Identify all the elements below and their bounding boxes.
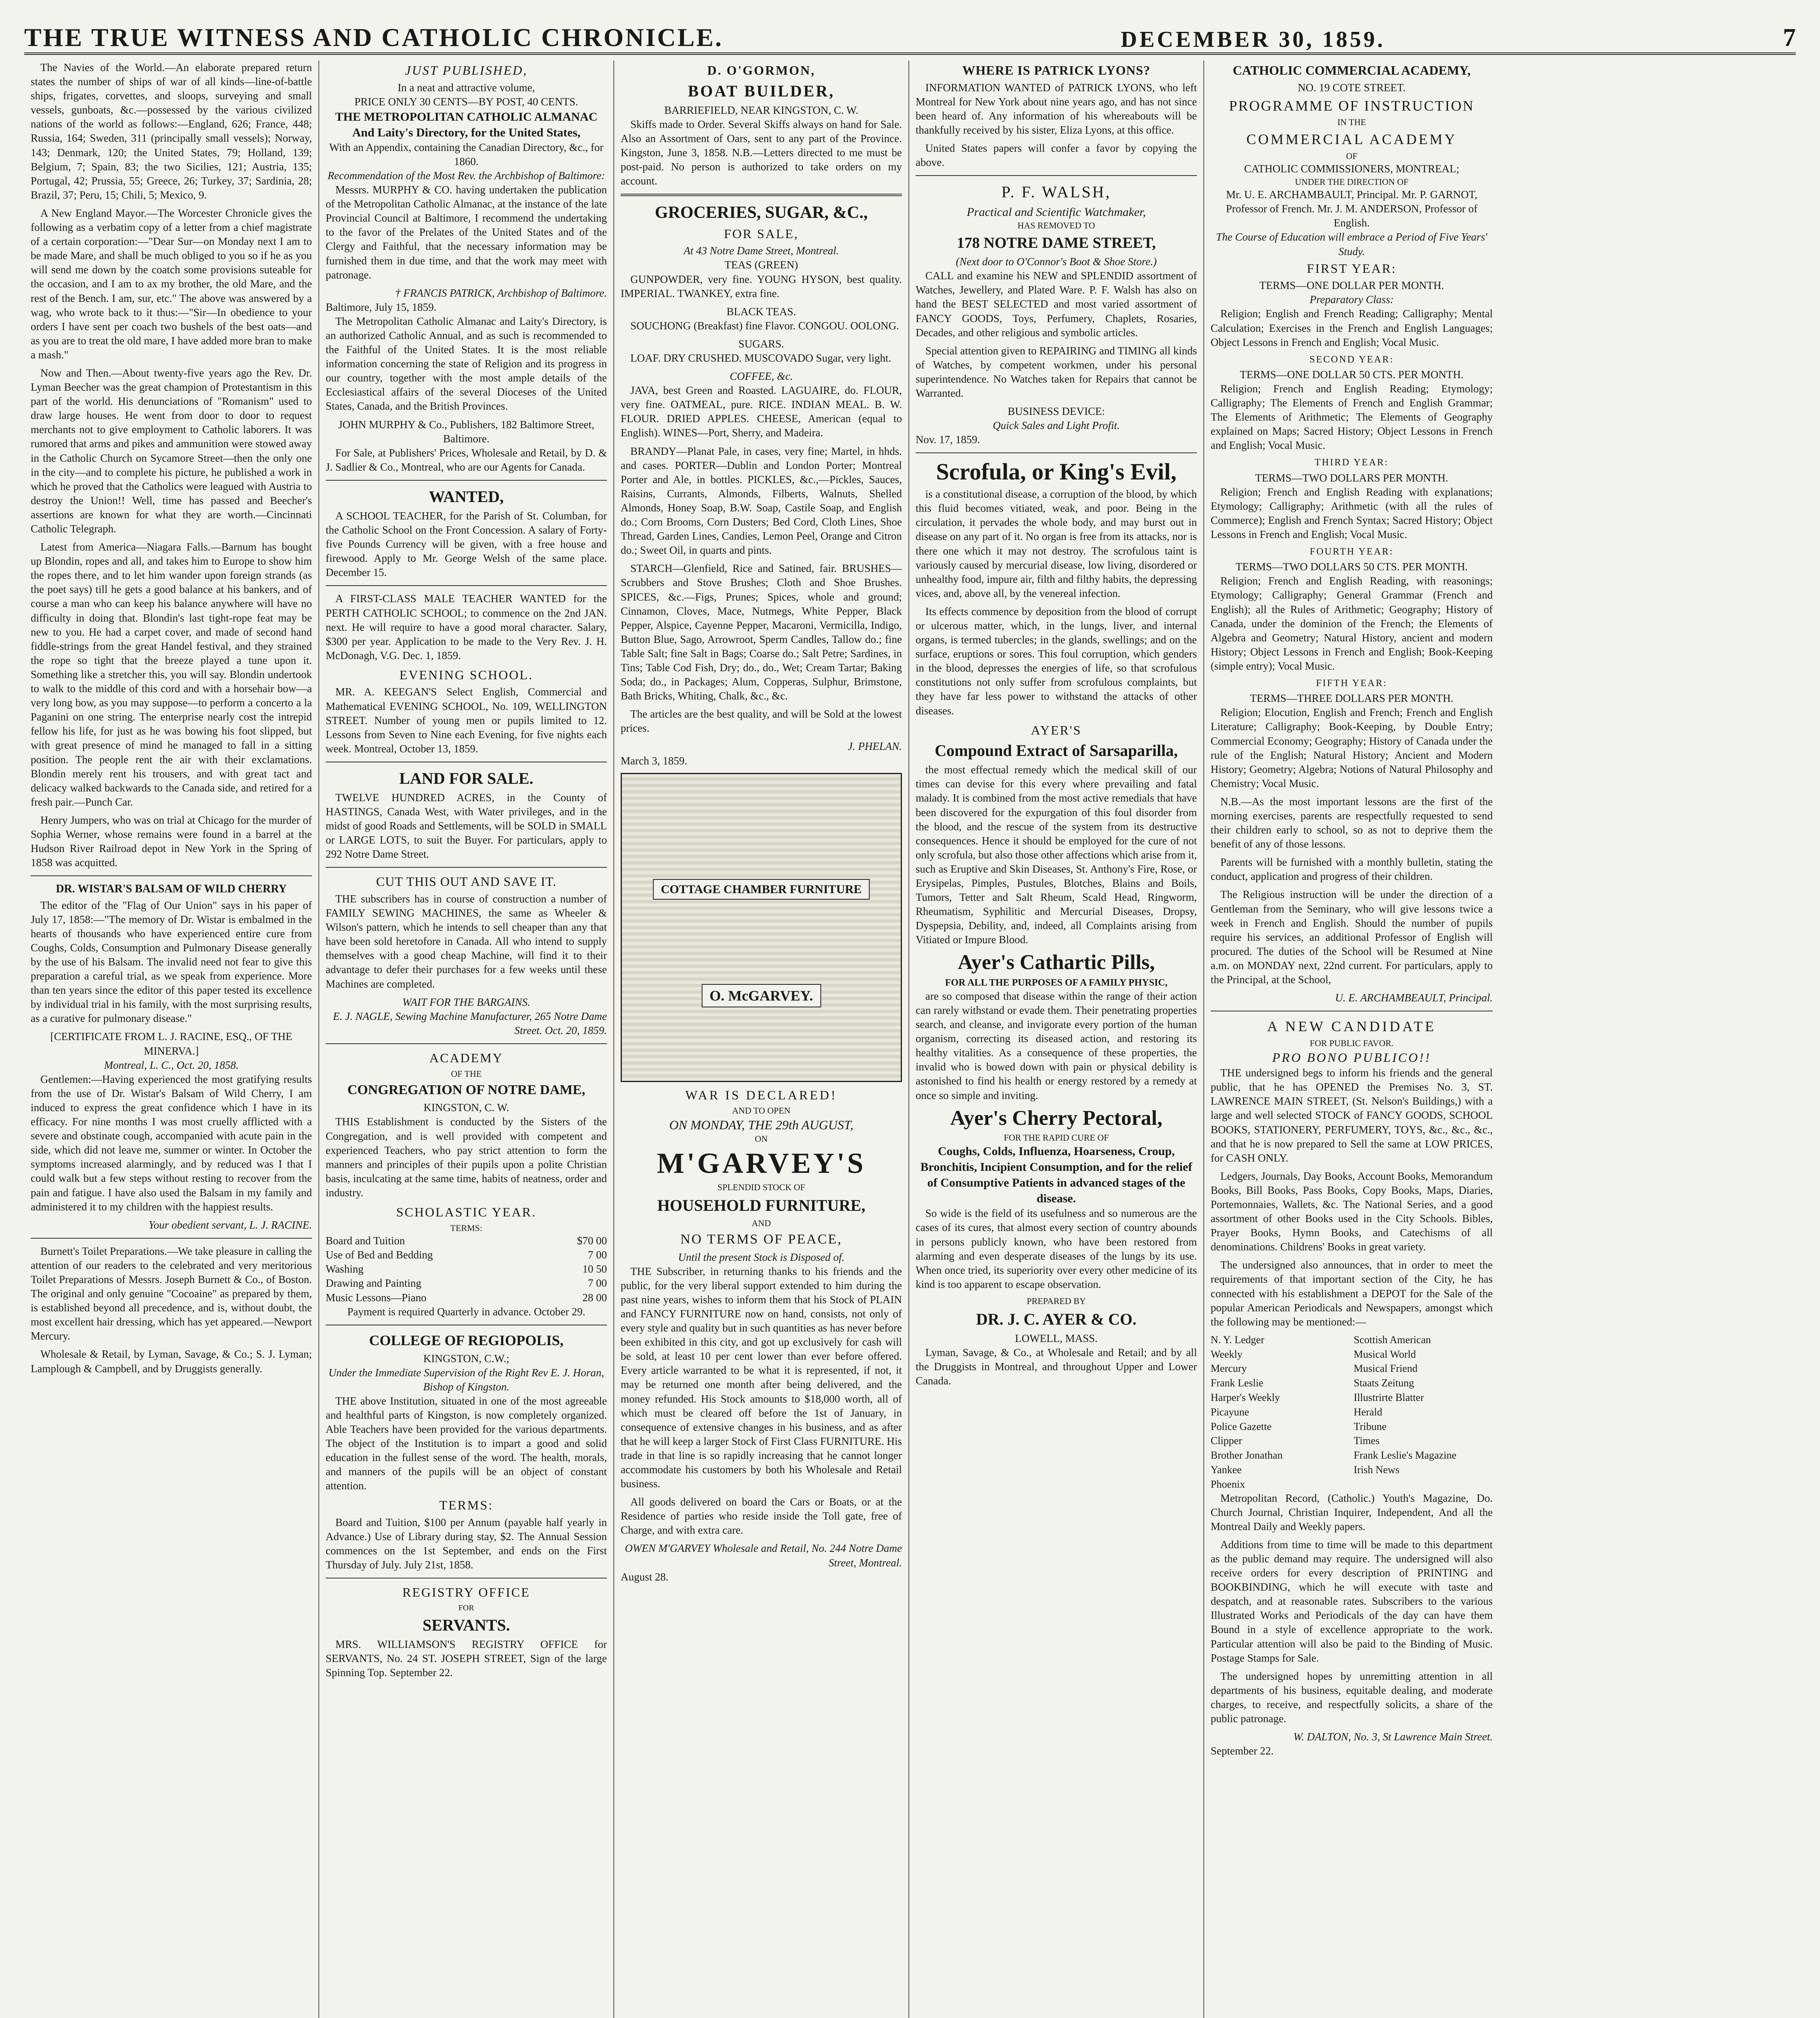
registry-text: MRS. WILLIAMSON'S REGISTRY OFFICE for SERVANTS, No. 24 ST. JOSEPH STREET, Sign of the large Spinning Top. September 22. bbox=[326, 1638, 607, 1679]
list-item: Frank Leslie bbox=[1211, 1377, 1264, 1389]
phelan-signature: J. PHELAN. bbox=[847, 740, 902, 753]
monday-date: ON MONDAY, THE 29th AUGUST, bbox=[669, 1117, 854, 1132]
lyons-heading: WHERE IS PATRICK LYONS? bbox=[962, 63, 1151, 77]
lyons-note: United States papers will confer a favor by copying the above. bbox=[916, 142, 1197, 169]
college-heading: COLLEGE OF REGIOPOLIS, bbox=[369, 1332, 564, 1348]
on-label: ON bbox=[755, 1134, 768, 1144]
ayers-label: AYER'S bbox=[1031, 722, 1082, 737]
list-item: Musical Friend bbox=[1353, 1363, 1418, 1375]
list-item: Police Gazette bbox=[1211, 1420, 1272, 1432]
list-item: Staats Zeitung bbox=[1353, 1377, 1414, 1389]
college-place: KINGSTON, C.W.; bbox=[423, 1352, 510, 1365]
list-item: Herald bbox=[1353, 1406, 1383, 1418]
divider bbox=[326, 867, 607, 868]
masthead bbox=[24, 16, 1796, 55]
list-item bbox=[1354, 1478, 1493, 1491]
certificate-signature: Your obedient servant, L. J. RACINE. bbox=[149, 1218, 312, 1231]
mcgarvey-text-2: All goods delivered on board the Cars or Boats, or at the Residence of parties who reside inside the Toll gate, free of Charge, and with extra care. bbox=[621, 1496, 902, 1537]
cherry-for: FOR THE RAPID CURE OF bbox=[1004, 1132, 1109, 1143]
neat-volume: In a neat and attractive volume, bbox=[397, 81, 535, 94]
of-label: OF bbox=[1346, 151, 1358, 161]
business-device: BUSINESS DEVICE: bbox=[1008, 405, 1105, 418]
mcgarvey-sign: O. McGARVEY. bbox=[701, 984, 821, 1008]
pills-text: are so composed that disease within the range of their action can rarely withstand or evade them. Their penetrating properties search, and cleanse, and invigorate every portion of the human organism, correcting its diseased action, and restoring its healthy vitalities. As a consequence of these properties, the invalid who is bowed down with pain or physical debility is astonished to find his health or energy restored by a remedy at once so simple and inviting. bbox=[916, 990, 1197, 1101]
first-year: FIRST YEAR: bbox=[1307, 261, 1397, 276]
third-year: THIRD YEAR: bbox=[1314, 457, 1389, 468]
walsh-address: 178 NOTRE DAME STREET, bbox=[956, 234, 1156, 251]
pills-subtitle: FOR ALL THE PURPOSES OF A FAMILY PHYSIC, bbox=[945, 977, 1168, 988]
list-item: Phoenix bbox=[1211, 1478, 1245, 1490]
publisher-signature: JOHN MURPHY & Co., Publishers, 182 Baltimore Street, Baltimore. bbox=[338, 418, 594, 445]
certificate-date: Montreal, L. C., Oct. 20, 1858. bbox=[104, 1059, 239, 1071]
scrofula-text: is a constitutional disease, a corruption of the blood, by which this fluid becomes vitiated, weak, and poor. Being in the circulation, it pervades the whole body, and may burst out in disease on any part of it. No organ is free from its attacks, nor is there one which it may not destroy. The scrofulous taint is variously caused by mercurial disease, low living, disordered or unhealthy food, impure air, filth and filthy habits, the depressing vices, and, above all, by the venereal infection. bbox=[916, 488, 1197, 599]
list-item: Scottish American bbox=[1353, 1333, 1431, 1346]
pills-heading: Ayer's Cathartic Pills, bbox=[958, 951, 1155, 974]
land-heading: LAND FOR SALE. bbox=[399, 769, 533, 787]
scholastic-year: SCHOLASTIC YEAR. bbox=[396, 1204, 537, 1219]
furniture-store-engraving bbox=[621, 773, 902, 1082]
terms-label: TERMS: bbox=[450, 1223, 483, 1233]
article-jumpers: Henry Jumpers, who was on trial at Chicago for the murder of Sophia Werner, whose remains were found in a barrel at the Hudson River Railroad depot in New York in the Spring of 1858 was acquitted. bbox=[31, 814, 312, 869]
divider bbox=[31, 875, 312, 876]
walsh-text: CALL and examine his NEW and SPLENDID assortment of Watches, Jewellery, and Plated Ware. P. F. Walsh has also on hand the BEST SELECTED and most varied assortment of FANCY GOODS, Toys, Perfumery, Chaplets, Rosaries, Decades, and other religious and symbolic articles. bbox=[916, 270, 1197, 339]
price-line: PRICE ONLY 30 CENTS—BY POST, 40 CENTS. bbox=[354, 95, 578, 108]
dalton-signature: W. DALTON, No. 3, St Lawrence Main Street. bbox=[1293, 1731, 1493, 1743]
wistar-heading: DR. WISTAR'S BALSAM OF WILD CHERRY bbox=[56, 883, 287, 896]
dalton-date: September 22. bbox=[1211, 1745, 1274, 1757]
quick-sales: Quick Sales and Light Profit. bbox=[993, 419, 1120, 432]
mcgarvey-text: THE Subscriber, in returning thanks to his friends and the public, for the very liberal support extended to him during the past nine years, wishes to inform them that his Stock of PLAIN and FANCY FURNITURE now on hand, consists, not only of every style and quality but in such quantities as has never before been exhibited in this city, and got up exclusively for cash will be sold, at least 10 per cent lower than ever before offered. Every article warranted to be what it is represented, if not, it may be returned one month after being delivered, and the money refunded. His Stock amounts to $18,000 worth, all of which must be cleared off before the 1st of January, in consequence of extensive changes in his business, and as after that he will keep a larger Stock of First Class FURNITURE. His trade in that line is so rapidly increasing that he cannot longer accommodate his customers by both his Wholesale and Retail business. bbox=[621, 1265, 902, 1490]
fee-row: Board and Tuition $70 00 bbox=[326, 1235, 607, 1247]
brandy-text: BRANDY—Planat Pale, in cases, very fine; Martel, in hhds. and cases. PORTER—Dublin and London Porter; Montreal Porter and Ale, in bottles. PICKLES, &c.,—Pickles, Sauces, Raisins, Currants, Almonds, Filberts, Walnuts, Shelled Almonds, Honey Soap, B.W. Soap, Castile Soap, and English do.; Corn Brooms, Corn Dusters; Bed Cord, Cloth Lines, Shoe Thread, Garden Lines, Candies, Lemon Peel, Orange and Citron do.; Sweet Oil, in quarts and pints. bbox=[621, 445, 902, 557]
sugars: SUGARS. bbox=[738, 337, 784, 350]
household-furniture: HOUSEHOLD FURNITURE, bbox=[657, 1196, 866, 1214]
masthead-title: THE TRUE WITNESS AND CATHOLIC CHRONICLE. bbox=[24, 23, 723, 52]
page-number: 7 bbox=[1783, 23, 1796, 52]
third-year-text: Religion; French and English Reading with explanations; Etymology; Calligraphy; Arithmetic (with all the rules of Commerce); English and French Syntax; Sacred History; Object Lessons in French and English; Vocal Music. bbox=[1211, 486, 1493, 540]
list-item: Mercury bbox=[1211, 1363, 1247, 1375]
course-period: The Course of Education will embrace a Period of Five Years' Study. bbox=[1216, 231, 1487, 257]
third-terms: TERMS—TWO DOLLARS PER MONTH. bbox=[1255, 471, 1448, 484]
candidate-heading: A NEW CANDIDATE bbox=[1267, 1018, 1437, 1035]
fees-note: Payment is required Quarterly in advance. October 29. bbox=[347, 1305, 586, 1318]
lowell: LOWELL, MASS. bbox=[1015, 1332, 1098, 1344]
archbishop-date: Baltimore, July 15, 1859. bbox=[326, 301, 437, 313]
masthead-date: DECEMBER 30, 1859. bbox=[1121, 27, 1385, 52]
mcgarvey-heading: M'GARVEY'S bbox=[657, 1147, 866, 1179]
second-terms: TERMS—ONE DOLLAR 50 CTS. PER MONTH. bbox=[1240, 368, 1464, 381]
column-3 bbox=[614, 61, 909, 2018]
lyons-text: INFORMATION WANTED of PATRICK LYONS, who left Montreal for New York about nine years ago, and has not since been heard of. Any information of his whereabouts will be thankfully received by his sister, Eliza Lyons, at this office. bbox=[916, 81, 1197, 136]
and-label: AND bbox=[751, 1218, 771, 1228]
for-sale: FOR SALE, bbox=[724, 226, 799, 241]
commercial-academy: COMMERCIAL ACADEMY bbox=[1246, 131, 1457, 148]
fee-row: Drawing and Painting 7 00 bbox=[326, 1277, 607, 1290]
fee-row: Music Lessons—Piano 28 00 bbox=[326, 1291, 607, 1304]
programme: PROGRAMME OF INSTRUCTION bbox=[1229, 97, 1475, 114]
walsh-name: P. F. WALSH, bbox=[1001, 183, 1111, 201]
list-item: Weekly bbox=[1211, 1348, 1243, 1360]
fees-table bbox=[326, 1234, 607, 1304]
academy-of: OF THE bbox=[451, 1068, 482, 1079]
cote-street: NO. 19 COTE STREET. bbox=[1297, 81, 1406, 94]
certificate-text: Gentlemen:—Having experienced the most gratifying results from the use of Dr. Wistar's Balsam of Wild Cherry, I am induced to express the great confidence which I have in its efficacy. For nine months I was most cruelly afflicted with a severe and obstinate cough, accompanied with acute pain in the side, which did not leave me, summer or winter. In October the symptoms increased alarmingly, and by reduced was I that I could walk but a few steps without resting to recover from the pain and fatigue. I have also used the Balsam in my family and administered it to my children with the happiest results. bbox=[31, 1073, 312, 1213]
column-1 bbox=[24, 61, 319, 2018]
land-text: TWELVE HUNDRED ACRES, in the County of HASTINGS, Canada West, with Water privileges, and in the midst of good Roads and Settlements, will be SOLD in SMALL or LARGE LOTS, to suit the Buyer. For particulars, apply to 292 Notre Dame Street. bbox=[326, 791, 607, 860]
nb-text: N.B.—As the most important lessons are the first of the morning exercises, parents are respectfully requested to send their children early to school, so as not to deprive them the benefit of any of those lessons. bbox=[1211, 795, 1493, 850]
article-navies: The Navies of the World.—An elaborate prepared return states the number of ships of war of all kinds—line-of-battle ships, frigates, corvettes, and sloops, surveying and small vessels, gunboats, &c.—possessed by the various civilized nations of the world as follows:—England, 626; France, 448; Russia, 164; Sweden, 311 (principally small vessels); Norway, 143; Denmark, 120; the United States, 79; Holland, 139; Belgium, 7; Spain, 83; the two Sicilies, 121; Austria, 135; Portugal, 42; Prussia, 55; Greece, 26; Turkey, 37; Sardinia, 28; Brazil, 37; Peru, 15; Chili, 5; Mexico, 9. bbox=[31, 61, 312, 201]
walsh-date: Nov. 17, 1859. bbox=[916, 433, 980, 446]
commissioners: CATHOLIC COMMISSIONERS, MONTREAL; bbox=[1244, 163, 1460, 175]
religious-text: The Religious instruction will be under the direction of a Gentleman from the Seminary, who will give lessons twice a week in French and English. Should the number of pupils require his services, an additional Professor of English will procured. The duties of the School will be Resumed at Nine a.m. on MONDAY next, 22nd current. For particulars, apply to the Principal, at the School, bbox=[1211, 888, 1493, 986]
public-favor: FOR PUBLIC FAVOR. bbox=[1310, 1038, 1394, 1048]
column-4 bbox=[909, 61, 1204, 2018]
list-item: Picayune bbox=[1211, 1406, 1249, 1418]
boat-builder: BOAT BUILDER, bbox=[688, 82, 835, 100]
fifth-terms: TERMS—THREE DOLLARS PER MONTH. bbox=[1250, 692, 1454, 705]
ayer-company: DR. J. C. AYER & CO. bbox=[976, 1310, 1137, 1328]
publisher-sale: For Sale, at Publishers' Prices, Wholesale and Retail, by D. & J. Sadlier & Co., Montreal, who are our Agents for Canada. bbox=[326, 446, 607, 473]
cottage-furniture-sign: COTTAGE CHAMBER FURNITURE bbox=[653, 879, 870, 900]
divider bbox=[916, 452, 1197, 453]
has-removed: HAS REMOVED TO bbox=[1017, 220, 1095, 231]
registry-for: FOR bbox=[458, 1604, 474, 1613]
cut-wait: WAIT FOR THE BARGAINS. bbox=[402, 996, 531, 1008]
teacher-wanted-text: A FIRST-CLASS MALE TEACHER WANTED for the PERTH CATHOLIC SCHOOL; to commence on the 2nd JAN. next. He will require to have a good moral character. Salary, $300 per year. Application to be made to the Very Rev. J. H. McDonagh, V.G. Dec. 1, 1859. bbox=[326, 592, 607, 662]
no-terms: NO TERMS OF PEACE, bbox=[680, 1232, 842, 1247]
cut-text: THE subscribers has in course of construction a number of FAMILY SEWING MACHINES, the same as Wheeler & Wilson's pattern, which he intends to sell cheaper than any that have been sold heretofore in Canada. All who intend to supply themselves with a good cheap Machine, will find it to their advantage to defer their purchases for a few weeks until these Machines are completed. bbox=[326, 893, 607, 990]
coffee-items: JAVA, best Green and Roasted. LAGUAIRE, do. FLOUR, very fine. OATMEAL, pure. RICE. INDIAN MEAL. B. W. FLOUR. DRIED APPLES. CHEESE, American (equal to English). WINES—Port, Sherry, and Madeira. bbox=[621, 384, 902, 439]
article-now-and-then: Now and Then.—About twenty-five years ago the Rev. Dr. Lyman Beecher was the great champion of Protestantism in this part of the world. His denunciations of "Romanism" used to draw large houses. He went from door to door to request merchants not to give employment to Catholic laborers. It was rumored that arms and pikes and ammunition were stowed away in the Catholic Church on Sycamore Street—then the only one in the city—and to complete his picture, he published a work in which he proved that the Catholics were leagued with Austria to destroy the Union!! Well, time has passed and Beecher's assertions are known for what they are worth.—Cincinnati Catholic Telegraph. bbox=[31, 366, 312, 535]
just-published: JUST PUBLISHED, bbox=[405, 63, 528, 77]
scrofula-heading: Scrofula, or King's Evil, bbox=[936, 458, 1177, 485]
catholic-academy-heading: CATHOLIC COMMERCIAL ACADEMY, bbox=[1232, 63, 1471, 77]
under-direction: UNDER THE DIRECTION OF bbox=[1295, 176, 1409, 187]
evening-school-text: MR. A. KEEGAN'S Select English, Commercial and Mathematical EVENING SCHOOL, No. 109, WELLINGTON STREET. Number of young men or pupils limited to 12. Lessons from Seven to Nine each Evening, for five nights each week. Montreal, October 13, 1859. bbox=[326, 686, 607, 755]
registry-heading: REGISTRY OFFICE bbox=[402, 1585, 530, 1600]
wistar-text: The editor of the "Flag of Our Union" says in his paper of July 17, 1858:—"The memory of Dr. Wistar is embalmed in the hearts of thousands who have experienced entire cure from Coughs, Colds, Consumption and Pulmonary Disease generally by the use of his Balsam. The invalid need not fear to give this preparation a careful trial, as we speak from experience. More than ten years since the editor of this paper tested its excellence by individual trial in his family, with the most surprising results, as a curative for pulmonary disease." bbox=[31, 899, 312, 1025]
fee-row: Use of Bed and Bedding 7 00 bbox=[326, 1249, 607, 1261]
barriefield: BARRIEFIELD, NEAR KINGSTON, C. W. bbox=[664, 104, 859, 116]
cherry-text: So wide is the field of its usefulness and so numerous are the cases of its cures, that almost every section of country abounds in persons publicly known, who have been restored from alarming and even desperate diseases of the lungs by its use. When once tried, its superiority over every other medicine of its kind is too apparent to escape observation. bbox=[916, 1207, 1197, 1290]
final-text: Additions from time to time will be made to this department as the public demand may require. The undersigned will also receive orders for every description of PRINTING and BOOKBINDING, which he will execute with taste and despatch, and at reasonable rates. Subscribers to the various Illustrated Works and Periodicals of the day can have them Bound in a style of excellence appropriate to the work. Particular attention will also be paid to the Binding of Music. Postage Stamps for Sale. bbox=[1211, 1538, 1493, 1664]
groceries-heading: GROCERIES, SUGAR, &C., bbox=[655, 203, 868, 222]
wanted-text: A SCHOOL TEACHER, for the Parish of St. Columban, for the Catholic School on the Front Concession. A salary of Forty-five Pounds Currency will be given, with a free house and firewood. Apply to Mr. George Welsh of the same place. December 15. bbox=[326, 509, 607, 579]
academy-text: THIS Establishment is conducted by the Sisters of the Congregation, and is well provided with competent and experienced Teachers, who pay strict attention to form the manners and principles of their pupils upon a polite Christian basis, inculcating at the same time, habits of neatness, order and industry. bbox=[326, 1116, 607, 1199]
fourth-year-text: Religion; French and English Reading, with reasonings; Etymology; Calligraphy; General Grammar (French and English); all the Rules of Arithmetic; Geography; History of Canada, under the dominion of the French; the Elements of Algebra and Geometry; Natural History, ancient and modern History; Object Lessons in French and English; Book-Keeping (simple entry); Vocal Music. bbox=[1211, 575, 1493, 672]
mcgarvey-signature: OWEN M'GARVEY Wholesale and Retail, No. 244 Notre Dame Street, Montreal. bbox=[625, 1542, 902, 1569]
staff: Mr. U. E. ARCHAMBAULT, Principal. Mr. P. GARNOT, Professor of French. Mr. J. M. ANDERSON, Professor of English. bbox=[1226, 188, 1478, 229]
article-niagara: Latest from America—Niagara Falls.—Barnum has bought up Blondin, ropes and all, and takes him to Europe to show him the ropes there, and to let him wander upon foreign strands (as the poet says) till he gets a good balance at his bankers, and of course a man who can keep his balance anywhere will have no difficulty in doing that. Blondin's last tight-rope feat may be new to you. He had a carpet cover, and made of second hand fiddle-strings from the great Handel festival, and they strained the rope so tight that the breeze played a tune upon it. Something like a stretcher this, you will say. Blondin undertook to walk to the middle of this cord and with a horsehair bow—a very long bow, as you may suppose—to perform a concerto a la Paganini on one string. The enterprise nearly cost the intrepid fellow his life, for just as he was bowing his foot slipped, but with great presence of mind he managed to fall in a sitting position. The people rent the air with their exclamations. Blondin merely rent his trousers, and with great tact and delicacy walked backwards to the Canada side, and retired for a fresh pair.—Punch Car. bbox=[31, 541, 312, 808]
phelan-date: March 3, 1859. bbox=[621, 754, 687, 767]
list-item: Clipper bbox=[1211, 1435, 1242, 1447]
recommendation: Recommendation of the Most Rev. the Archbishop of Baltimore: bbox=[327, 169, 605, 182]
first-terms: TERMS—ONE DOLLAR PER MONTH. bbox=[1259, 279, 1444, 292]
pro-bono: PRO BONO PUBLICO!! bbox=[1272, 1050, 1431, 1065]
second-year-text: Religion; French and English Reading; Etymology; Calligraphy; The Elements of French and English Grammar; The Elements of Arithmetic; The Elements of Geography explained on Maps; Sacred History; Object Lessons in French and English; Vocal Music. bbox=[1211, 382, 1493, 452]
cut-signature: E. J. NAGLE, Sewing Machine Manufacturer, 265 Notre Dame Street. Oct. 20, 1859. bbox=[333, 1010, 607, 1036]
list-item: Irish News bbox=[1353, 1464, 1400, 1476]
list-item: Times bbox=[1353, 1435, 1380, 1447]
recommendation-text: Messrs. MURPHY & CO. having undertaken the publication of the Metropolitan Catholic Almanac, at the instance of the late Provincial Council at Baltimore, I recommend the undertaking to the favor of the Prelates of the United States and of the Clergy and Faithful, that the necessary information may be furnished them in due time, and that the work may meet with patronage. bbox=[326, 184, 607, 281]
list-item: Brother Jonathan bbox=[1211, 1449, 1283, 1461]
academy-heading: ACADEMY bbox=[429, 1050, 503, 1065]
divider bbox=[326, 480, 607, 481]
second-year: SECOND YEAR: bbox=[1309, 354, 1394, 365]
divider bbox=[31, 1238, 312, 1239]
final-text-2: The undersigned hopes by unremitting attention in all departments of his business, equitable dealing, and moderate charges, to receive, and respectfully solicits, a share of the public patronage. bbox=[1211, 1670, 1493, 1725]
registry-servants: SERVANTS. bbox=[423, 1616, 510, 1635]
archbishop-signature: † FRANCIS PATRICK, Archbishop of Baltimore. bbox=[395, 287, 607, 299]
cut-heading: CUT THIS OUT AND SAVE IT. bbox=[376, 874, 556, 889]
candidate-text-2: Ledgers, Journals, Day Books, Account Books, Memorandum Books, Bill Books, Pass Books, Copy Books, Maps, Diaries, Portemonnaies, Wallets, &c. The National Series, and a good assortment of other Books used in the City Schools. Bibles, Prayer Books, Hymn Books, and Catechisms of all denominations. Childrens' Books in great variety. bbox=[1211, 1170, 1493, 1253]
ogorman-text: Skiffs made to Order. Several Skiffs always on hand for Sale. Also an Assortment of Oars, sent to any part of the Province. Kingston, June 3, 1858. N.B.—Letters directed to me must be post-paid. No person is authorized to take orders on my account. bbox=[621, 118, 902, 187]
divider bbox=[326, 585, 607, 586]
academy-place: KINGSTON, C. W. bbox=[423, 1101, 509, 1114]
sarsaparilla-text: the most effectual remedy which the medical skill of our times can devise for this every where prevailing and fatal malady. It is combined from the most active remedials that have been discovered for the expurgation of this foul disorder from the blood, and the rescue of the system from its destructive consequences. Hence it should be employed for the cure of not only scrofula, but also those other affections which arise from it, such as Eruptive and Skin Diseases, St. Anthony's Fire, Rose, or Erysipelas, Pimples, Pustules, Blotches, Blains and Boils, Tumors, Tetter and Salt Rheum, Scald Head, Ringworm, Rheumatism, Syphilitic and Mercurial Diseases, Dropsy, Dyspepsia, Debility, and, indeed, all Complaints arising from Vitiated or Impure Blood. bbox=[916, 764, 1197, 946]
in-the: IN THE bbox=[1337, 117, 1366, 128]
list-item: Frank Leslie's Magazine bbox=[1353, 1449, 1456, 1461]
fifth-year-text: Religion; Elocution, English and French; French and English Literature; Calligraphy; Book-Keeping, by Double Entry; Commercial Economy; Geography; History of Canada under the rule of the English; Natural History; Ancient and Modern History; Geometry; Algebra; Notions of Natural Philosophy and Chemistry; Vocal Music. bbox=[1211, 706, 1493, 789]
list-item: N. Y. Ledger bbox=[1211, 1333, 1264, 1346]
almanac-text: The Metropolitan Catholic Almanac and Laity's Directory, is an authorized Catholic Annual, and as such is recommended to the Faithful of the United States. It is the most reliable information concerning the state of Religion and its progress in our country, together with the most ample details of the Ecclesiastical affairs of the several Dioceses of the United States, Canada, and the British Provinces. bbox=[326, 315, 607, 412]
sarsaparilla-heading: Compound Extract of Sarsaparilla, bbox=[935, 741, 1178, 760]
list-item: Harper's Weekly bbox=[1211, 1392, 1280, 1404]
college-text: THE above Institution, situated in one of the most agreeable and healthful parts of Kingston, is now completely organized. Able Teachers have been provided for the various departments. The object of the Institution is to impart a good and solid education in the fullest sense of the word. The health, morals, and manners of the pupils will be an object of constant attention. bbox=[326, 1394, 607, 1492]
fourth-year: FOURTH YEAR: bbox=[1310, 546, 1394, 557]
fourth-terms: TERMS—TWO DOLLARS 50 CTS. PER MONTH. bbox=[1235, 561, 1468, 573]
sugar-items: LOAF. DRY CRUSHED. MUSCOVADO Sugar, very light. bbox=[630, 352, 891, 364]
black-items: SOUCHONG (Breakfast) fine Flavor. CONGOU. OOLONG. bbox=[630, 319, 899, 332]
academy-name: CONGREGATION OF NOTRE DAME, bbox=[347, 1082, 586, 1098]
walsh-subtitle: Practical and Scientific Watchmaker, bbox=[966, 205, 1146, 219]
and-to-open: AND TO OPEN bbox=[732, 1105, 791, 1116]
divider bbox=[326, 1043, 607, 1044]
ogorman-name: D. O'GORMON, bbox=[707, 63, 816, 77]
coffee: COFFEE, &c. bbox=[730, 370, 793, 383]
candidate-text: THE undersigned begs to inform his friends and the general public, that he has OPENED the Premises No. 3, ST. LAWRENCE MAIN STREET, (St. Nelson's Buildings,) with a large and well selected STOCK of FANCY GOODS, SCHOOL BOOKS, STATIONERY, PERFUMERY, TOYS, &c., &c., &c., and that he is now prepared to Sell the same at LOW PRICES, for CASH ONLY. bbox=[1211, 1067, 1493, 1164]
tea-items: GUNPOWDER, very fine. YOUNG HYSON, best quality. IMPERIAL. TWANKEY, extra fine. bbox=[621, 273, 902, 299]
cherry-subtitle: Coughs, Colds, Influenza, Hoarseness, Croup, Bronchitis, Incipient Consumption, and for the relief of Consumptive Patients in advanced stages of the disease. bbox=[920, 1145, 1192, 1206]
burnett-sale: Wholesale & Retail, by Lyman, Savage, & Co.; S. J. Lyman; Lamplough & Campbell, and by Druggists generally. bbox=[31, 1348, 312, 1375]
burnett-text: Burnett's Toilet Preparations.—We take pleasure in calling the attention of our readers to the celebrated and very meritorious Toilet Preparations of Messrs. Joseph Burnett & Co., of Boston. The original and only genuine "Cocoaine" as prepared by them, is established beyond all precedence, and is, without doubt, the most excellent hair dressing, which has yet appeared.—Newport Mercury. bbox=[31, 1245, 312, 1342]
list-item: Yankee bbox=[1211, 1464, 1242, 1476]
preparatory-class: Preparatory Class: bbox=[1310, 293, 1394, 306]
walsh-text-2: Special attention given to REPAIRING and TIMING all kinds of Watches, by competent workmen, under his personal superintendence. No Watches taken for Repairs that cannot be Warranted. bbox=[916, 344, 1197, 399]
black-teas: BLACK TEAS. bbox=[726, 305, 796, 318]
divider bbox=[621, 194, 902, 196]
almanac-title: THE METROPOLITAN CATHOLIC ALMANAC And Laity's Directory, for the United States, bbox=[335, 110, 598, 139]
teas-green: TEAS (GREEN) bbox=[724, 259, 798, 271]
grocery-address: At 43 Notre Dame Street, Montreal. bbox=[684, 245, 839, 257]
scrofula-text-2: Its effects commence by deposition from the blood of corrupt or ulcerous matter, which, in the lungs, liver, and internal organs, is termed tubercles; in the glands, swellings; and on the surface, eruptions or sores. This foul corruption, which genders in the blood, depresses the energies of life, so that scrofulous constitutions not only suffer from scrofulous complaints, but they have far less power to withstand the attacks of other diseases. bbox=[916, 605, 1197, 717]
ayer-sale: Lyman, Savage, & Co., at Wholesale and Retail; and by all the Druggists in Montreal, and throughout Upper and Lower Canada. bbox=[916, 1346, 1197, 1387]
periodicals-list bbox=[1211, 1333, 1493, 1491]
depot-text: The undersigned also announces, that in order to meet the requirements of that important section of the City, he has connected with his establishment a DEPOT for the Sale of the popular American Periodicals and Newspapers, amongst which the following may be mentioned:— bbox=[1211, 1259, 1493, 1328]
walsh-next-door: (Next door to O'Connor's Boot & Shoe Store.) bbox=[956, 255, 1157, 268]
list-item: Musical World bbox=[1353, 1348, 1416, 1360]
until-disposed: Until the present Stock is Disposed of. bbox=[678, 1251, 845, 1263]
prepared-by: PREPARED BY bbox=[1027, 1296, 1086, 1306]
evening-school-heading: EVENING SCHOOL. bbox=[399, 667, 533, 682]
college-subtitle: Under the Immediate Supervision of the Right Rev E. J. Horan, Bishop of Kingston. bbox=[328, 1366, 605, 1393]
parents-text: Parents will be furnished with a monthly bulletin, stating the conduct, application and progress of their children. bbox=[1211, 856, 1493, 883]
fifth-year: FIFTH YEAR: bbox=[1316, 678, 1387, 689]
column-5 bbox=[1204, 61, 1499, 2018]
column-2 bbox=[319, 61, 614, 2018]
starch-note: The articles are the best quality, and will be Sold at the lowest prices. bbox=[621, 708, 902, 735]
mcgarvey-date: August 28. bbox=[621, 1570, 669, 1583]
fee-row: Washing 10 50 bbox=[326, 1263, 607, 1275]
starch-text: STARCH—Glenfield, Rice and Satined, fair. BRUSHES—Scrubbers and Stove Brushes; Cloth and Shoe Brushes. SPICES, &c.—Figs, Prunes; Spices, whole and ground; Cinnamon, Cloves, Mace, Nutmegs, White Pepper, Black Pepper, Alspice, Cayenne Pepper, Macaroni, Vermicilla, Indigo, Button Blue, Sago, Arrowroot, Sperm Candles, Tallow do.; fine Table Salt; fine Salt in Bags; Coarse do.; Salt Petre; Sardines, in Tins; Table Cod Fish, Dry; do., do., Wet; Cream Tartar; Baking Soda; do., in Packages; Alum, Copperas, Sulphur, Brimstone, Bath Bricks, Whiting, Chalk, &c., &c. bbox=[621, 562, 902, 702]
certificate-heading: [CERTIFICATE FROM L. J. RACINE, ESQ., OF THE MINERVA.] bbox=[50, 1030, 293, 1057]
college-terms: TERMS: bbox=[439, 1498, 494, 1513]
principal-signature: U. E. ARCHAMBEAULT, Principal. bbox=[1335, 992, 1493, 1004]
first-year-text: Religion; English and French Reading; Calligraphy; Mental Calculation; Exercises in the French and English Languages; Object Lessons in French and English; Vocal Music. bbox=[1211, 308, 1493, 348]
list-item: Illustrirte Blatter bbox=[1353, 1392, 1424, 1404]
war-declared: WAR IS DECLARED! bbox=[685, 1087, 837, 1102]
almanac-subtitle: With an Appendix, containing the Canadian Directory, &c., for 1860. bbox=[329, 141, 604, 167]
splendid-stock: SPLENDID STOCK OF bbox=[717, 1182, 805, 1193]
divider bbox=[916, 175, 1197, 176]
wanted-heading: WANTED, bbox=[429, 487, 504, 506]
papers-more: Metropolitan Record, (Catholic.) Youth's Magazine, Do. Church Journal, Christian Inquirer, Independent, And all the Montreal Daily and Weekly papers. bbox=[1211, 1492, 1493, 1532]
cherry-heading: Ayer's Cherry Pectoral, bbox=[950, 1106, 1163, 1130]
article-new-england-mayor: A New England Mayor.—The Worcester Chronicle gives the following as a verbatim copy of a letter from a chief magistrate of a certain corporation:—"Dear Sur—on Monday next I am to be made Mare, and shall be much obliged to you so if he as you will send me down by the coatch some provisions suteable for the occasion, and I am to ax my brother, the old Mare, and the rest of the Bench. I am, sur, etc." The above was answered by a wag, who wrote back to it thus:—"Sir—In obedience to your orders I have sent per coach two bushels of the best oats—and as you are to treat the old mare, I have added more bran to make a mash." bbox=[31, 207, 312, 361]
college-fee: Board and Tuition, $100 per Annum (payable half yearly in Advance.) Use of Library during stay, $2. The Annual Session commences on the 1st September, and ends on the First Thursday of July. July 21st, 1858. bbox=[326, 1516, 607, 1571]
list-item: Tribune bbox=[1353, 1420, 1387, 1432]
